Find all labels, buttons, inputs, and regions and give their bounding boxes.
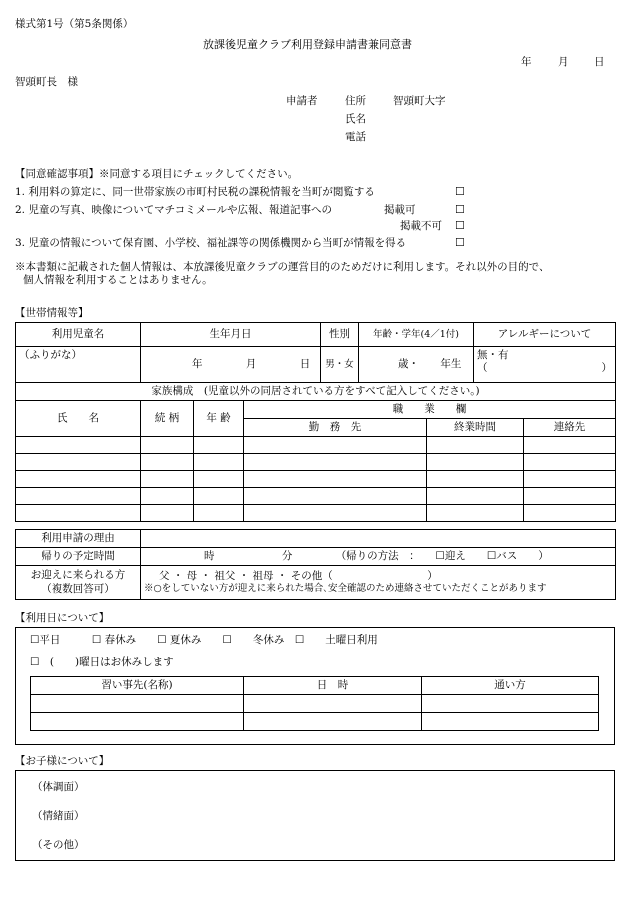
col-child-name: 利用児童名 bbox=[16, 323, 141, 347]
household-heading: 【世帯情報等】 bbox=[15, 307, 89, 319]
addressee: 智頭町長 様 bbox=[15, 76, 78, 88]
pickup-options: 父 ・ 母 ・ 祖父 ・ 祖母 ・ その他（ ） bbox=[159, 570, 438, 582]
furigana-cell[interactable] bbox=[16, 347, 141, 383]
col-end-time: 終業時間 bbox=[427, 419, 524, 437]
child-notes-box[interactable] bbox=[15, 770, 615, 861]
family-row[interactable] bbox=[16, 488, 616, 505]
age-cell[interactable]: 歳・ 年生 bbox=[359, 347, 474, 383]
consent-publish-ng: 掲載不可 bbox=[400, 220, 442, 232]
phone-label: 電話 bbox=[345, 131, 366, 143]
pickup-label: お迎えに来られる方 （複数回答可） bbox=[16, 566, 141, 600]
pickup-cell[interactable] bbox=[141, 566, 616, 600]
col-workplace: 勤 務 先 bbox=[244, 419, 427, 437]
return-time-cell[interactable]: 時 分 （帰りの方法 ： ☐迎え ☐バス ） bbox=[141, 548, 616, 566]
emotion-label: （情緒面） bbox=[32, 810, 85, 822]
family-row[interactable] bbox=[16, 437, 616, 454]
other-label: （その他） bbox=[32, 839, 85, 851]
child-heading: 【お子様について】 bbox=[15, 755, 110, 767]
lesson-row[interactable] bbox=[31, 695, 599, 713]
child-info-table bbox=[15, 322, 616, 401]
family-heading: 家族構成 (児童以外の同居されている方をすべて記入してください。) bbox=[16, 383, 616, 401]
consent-checkbox-1[interactable]: ☐ bbox=[455, 185, 465, 198]
pickup-table bbox=[15, 529, 616, 600]
col-contact: 連絡先 bbox=[524, 419, 616, 437]
gender-cell[interactable]: 男・女 bbox=[321, 347, 359, 383]
col-gender: 性別 bbox=[321, 323, 359, 347]
birthdate-cell[interactable]: 年 月 日 bbox=[141, 347, 321, 383]
address-label: 住所 bbox=[345, 95, 366, 107]
consent-checkbox-2b[interactable]: ☐ bbox=[455, 219, 465, 232]
reason-cell[interactable] bbox=[141, 530, 616, 548]
health-label: （体調面） bbox=[32, 781, 85, 793]
form-number: 様式第1号（第5条関係） bbox=[15, 18, 134, 30]
privacy-note-2: 個人情報を利用することはありません。 bbox=[23, 274, 213, 286]
date-year-label: 年 bbox=[521, 56, 532, 68]
consent-checkbox-2a[interactable]: ☐ bbox=[455, 203, 465, 216]
privacy-note-1: ※本書類に記載された個人情報は、本放課後児童クラブの運営目的のためだけに利用します。それ以外の目的で、 bbox=[15, 261, 550, 273]
col-family-age: 年 齢 bbox=[194, 401, 244, 437]
page-title: 放課後児童クラブ利用登録申請書兼同意書 bbox=[203, 38, 412, 51]
family-table bbox=[15, 400, 616, 522]
consent-item-1: 1. 利用料の算定に、同一世帯家族の市町村民税の課税情報を当町が閲覧する bbox=[15, 186, 375, 198]
consent-item-2: 2. 児童の写真、映像についてマチコミメールや広報、報道記事への bbox=[15, 204, 333, 216]
date-day-label: 日 bbox=[594, 56, 605, 68]
pickup-note: ※○をしていない方が迎えに来られた場合､安全確認のため連絡させていただくことがあります bbox=[144, 583, 547, 595]
consent-heading: 【同意確認事項】※同意する項目にチェックしてください。 bbox=[15, 168, 299, 180]
col-birthdate: 生年月日 bbox=[141, 323, 321, 347]
applicant-label: 申請者 bbox=[286, 95, 318, 107]
usage-days-options[interactable]: ☐平日 ☐ 春休み ☐ 夏休み ☐ 冬休み ☐ 土曜日利用 bbox=[30, 634, 378, 646]
col-age-grade: 年齢・学年(4／1付) bbox=[359, 323, 474, 347]
weekday-off-option[interactable]: ☐ ( )曜日はお休みします bbox=[30, 656, 174, 668]
family-row[interactable] bbox=[16, 454, 616, 471]
lesson-row[interactable] bbox=[31, 713, 599, 731]
col-datetime: 日 時 bbox=[244, 677, 422, 695]
lessons-table bbox=[30, 676, 599, 731]
family-row[interactable] bbox=[16, 505, 616, 522]
allergy-cell[interactable]: 無・有 （ ） bbox=[474, 347, 616, 383]
col-family-name: 氏 名 bbox=[16, 401, 141, 437]
reason-label: 利用申請の理由 bbox=[16, 530, 141, 548]
col-allergy: アレルギーについて bbox=[474, 323, 616, 347]
family-row[interactable] bbox=[16, 471, 616, 488]
col-occupation: 職 業 欄 bbox=[244, 401, 616, 419]
consent-item-3: 3. 児童の情報について保育園、小学校、福祉課等の関係機関から当町が情報を得る bbox=[15, 237, 407, 249]
col-commute: 通い方 bbox=[422, 677, 599, 695]
usage-heading: 【利用日について】 bbox=[15, 612, 110, 624]
furigana-label: （ふりがな） bbox=[19, 349, 82, 361]
date-month-label: 月 bbox=[558, 56, 569, 68]
consent-checkbox-3[interactable]: ☐ bbox=[455, 236, 465, 249]
consent-publish-ok: 掲載可 bbox=[384, 204, 416, 216]
col-lesson: 習い事先(名称) bbox=[31, 677, 244, 695]
name-label: 氏名 bbox=[345, 113, 366, 125]
return-time-label: 帰りの予定時間 bbox=[16, 548, 141, 566]
address-value[interactable]: 智頭町大字 bbox=[393, 95, 446, 107]
col-relation: 続 柄 bbox=[141, 401, 194, 437]
